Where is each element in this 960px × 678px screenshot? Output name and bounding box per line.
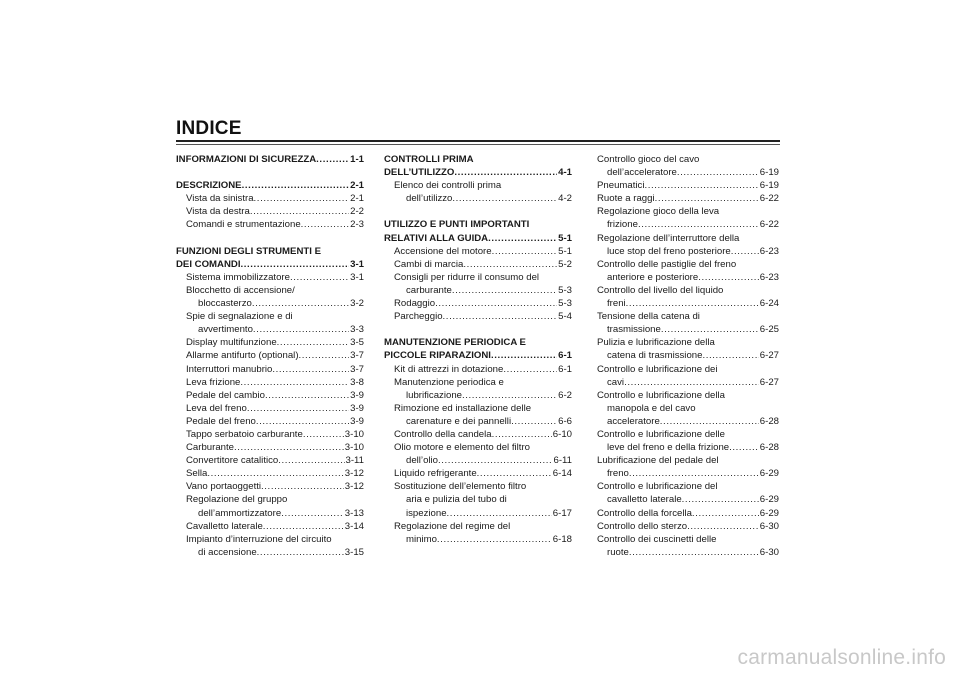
toc-label: Carburante (186, 442, 234, 454)
toc-page: 2-1 (350, 193, 364, 205)
toc-entry-line: Consigli per ridurre il consumo del (394, 271, 540, 283)
toc-label: luce stop del freno posteriore (607, 245, 731, 257)
toc-entry[interactable] (176, 218, 364, 231)
toc-label: Comandi e strumentazione (186, 219, 301, 231)
toc-page: 3-3 (350, 324, 364, 336)
toc-entry-line: Controllo e lubrificazione della (597, 389, 725, 401)
toc-label: trasmissione (607, 324, 661, 336)
toc-label: cavalletto laterale (607, 494, 682, 506)
toc-page: 6-22 (759, 219, 779, 231)
toc-column-3 (597, 153, 779, 559)
toc-page: 6-29 (759, 507, 779, 519)
toc-page: 3-2 (350, 298, 364, 310)
toc-page: 2-1 (350, 180, 364, 192)
toc-label: catena di trasmissione (607, 350, 703, 362)
toc-page: 3-7 (350, 350, 364, 362)
toc-section-heading: FUNZIONI DEGLI STRUMENTI E (176, 245, 321, 257)
toc-column-1 (176, 153, 364, 559)
toc-label: Tappo serbatoio carburante (186, 428, 303, 440)
toc-label: Sella (186, 468, 208, 480)
toc-entry[interactable] (176, 428, 364, 441)
toc-page: 3-7 (350, 363, 364, 375)
toc-page: 3-12 (344, 468, 364, 480)
toc-label: Controllo della forcella (597, 507, 692, 519)
toc-page: 3-9 (350, 389, 364, 401)
toc-entry[interactable] (384, 363, 572, 376)
toc-page: 5-1 (558, 245, 572, 257)
toc-entry-section[interactable] (176, 179, 364, 192)
toc-page: 6-24 (759, 298, 779, 310)
toc-entry[interactable] (176, 205, 364, 218)
toc-entry[interactable] (384, 258, 572, 271)
toc-page: 6-10 (552, 428, 572, 440)
toc-entry[interactable] (176, 389, 364, 402)
toc-label: Interruttori manubrio (186, 363, 273, 375)
toc-label: Ruote a raggi (597, 193, 655, 205)
toc-entry[interactable] (597, 520, 779, 533)
toc-page: 6-30 (759, 546, 779, 558)
toc-page: 3-13 (344, 507, 364, 519)
toc-page: 6-1 (558, 363, 572, 375)
toc-page: 3-11 (345, 455, 364, 467)
toc-label: dell’ammortizzatore (198, 507, 282, 519)
toc-entry[interactable] (384, 467, 572, 480)
toc-entry-line: Spie di segnalazione e di (186, 311, 293, 323)
toc-page: 3-9 (350, 402, 364, 414)
toc-page: 6-19 (759, 167, 779, 179)
toc-label: RELATIVI ALLA GUIDA (384, 232, 489, 244)
toc-entry-line: Regolazione dell’interruttore della (597, 232, 740, 244)
toc-entry[interactable] (176, 349, 364, 362)
toc-page: 6-18 (552, 533, 572, 545)
toc-page: 1-1 (350, 154, 364, 165)
toc-page: 6-28 (759, 415, 779, 427)
toc-label: frizione (607, 219, 638, 231)
toc-label: Parcheggio (394, 311, 443, 323)
watermark-text: carmanualsonline.info (737, 646, 946, 669)
page-title: INDICE (176, 118, 242, 139)
toc-section-heading: CONTROLLI PRIMA (384, 154, 474, 165)
toc-page: 3-15 (344, 546, 364, 558)
toc-entry-section[interactable] (384, 232, 572, 245)
toc-entry[interactable] (176, 507, 364, 520)
toc-entry-line: Pulizia e lubrificazione della (597, 337, 715, 349)
toc-label: Controllo della candela (394, 428, 492, 440)
toc-entry[interactable] (384, 389, 572, 402)
toc-page: 5-2 (558, 258, 572, 270)
toc-entry[interactable] (597, 376, 779, 389)
toc-entry-line: Tensione della catena di (597, 311, 700, 323)
toc-page: 6-17 (552, 507, 572, 519)
toc-label: ispezione (406, 507, 447, 519)
toc-entry-line: Elenco dei controlli prima (394, 180, 502, 192)
toc-entry[interactable] (176, 546, 364, 559)
toc-entry[interactable] (597, 493, 779, 506)
toc-page: 2-2 (350, 206, 364, 218)
toc-page: 5-3 (558, 284, 572, 296)
toc-label: Accensione del motore (394, 245, 492, 257)
toc-label: Pedale del cambio (186, 389, 265, 401)
toc-page: 3-10 (344, 442, 364, 454)
toc-column-2 (384, 153, 572, 546)
toc-entry[interactable] (176, 323, 364, 336)
toc-entry[interactable] (176, 402, 364, 415)
toc-entry[interactable] (384, 310, 572, 323)
toc-page: 5-4 (558, 311, 572, 323)
toc-page: 3-8 (350, 376, 364, 388)
toc-label: Cambi di marcia (394, 258, 464, 270)
toc-label: DELL’UTILIZZO (384, 167, 455, 179)
toc-page: 3-5 (350, 337, 364, 349)
toc-entry[interactable] (597, 415, 779, 428)
toc-label: anteriore e posteriore (607, 271, 699, 283)
toc-page: 6-23 (759, 245, 779, 257)
toc-label: Kit di attrezzi in dotazione (394, 363, 504, 375)
toc-page: 6-6 (558, 415, 572, 427)
toc-page: 3-1 (350, 271, 364, 283)
toc-page: 6-23 (759, 271, 779, 283)
toc-section-heading: MANUTENZIONE PERIODICA E (384, 337, 526, 349)
toc-label: INFORMAZIONI DI SICUREZZA (176, 154, 317, 165)
toc-label: DEI COMANDI (176, 258, 241, 270)
toc-page: 6-27 (759, 350, 779, 362)
toc-entry[interactable] (597, 349, 779, 362)
toc-entry[interactable] (176, 467, 364, 480)
toc-label: Display multifunzione (186, 337, 277, 349)
toc-entry-section[interactable] (384, 166, 572, 179)
toc-label: carburante (406, 284, 452, 296)
toc-entry[interactable] (597, 179, 779, 192)
title-rule-thin (176, 144, 780, 145)
toc-label: Vano portaoggetti (186, 481, 262, 493)
toc-entry-line: Controllo gioco del cavo (597, 154, 700, 165)
toc-page: 6-2 (558, 389, 572, 401)
toc-entry-line: Controllo delle pastiglie del freno (597, 258, 737, 270)
toc-page: 6-25 (759, 324, 779, 336)
toc-entry[interactable] (597, 245, 779, 258)
toc-entry-line: Lubrificazione del pedale del (597, 455, 719, 467)
toc-entry[interactable] (384, 284, 572, 297)
toc-entry-section[interactable] (176, 258, 364, 271)
toc-entry[interactable] (597, 271, 779, 284)
toc-page: 6-28 (759, 442, 779, 454)
toc-page: 5-3 (558, 298, 572, 310)
toc-entry-section[interactable] (176, 153, 364, 166)
toc-entry-line: Impianto d’interruzione del circuito (186, 533, 332, 545)
toc-page: 3-10 (344, 428, 364, 440)
toc-page: 6-1 (558, 350, 572, 362)
toc-entry[interactable] (176, 520, 364, 533)
toc-label: di accensione (198, 546, 257, 558)
toc-label: Pedale del freno (186, 415, 256, 427)
toc-label: PICCOLE RIPARAZIONI (384, 350, 491, 362)
toc-entry-line: aria e pulizia del tubo di (406, 494, 507, 506)
toc-page: 3-9 (350, 415, 364, 427)
toc-label: DESCRIZIONE (176, 180, 242, 192)
toc-entry[interactable] (597, 467, 779, 480)
toc-label: carenature e dei pannelli (406, 415, 512, 427)
toc-label: dell’utilizzo (406, 193, 453, 205)
toc-entry[interactable] (384, 245, 572, 258)
toc-entry[interactable] (176, 297, 364, 310)
toc-label: ruote (607, 546, 629, 558)
toc-entry-line: Regolazione del regime del (394, 520, 511, 532)
toc-entry-line: Controllo e lubrificazione del (597, 481, 718, 493)
toc-entry[interactable] (176, 376, 364, 389)
toc-label: Leva del freno (186, 402, 247, 414)
toc-entry[interactable] (384, 415, 572, 428)
toc-entry[interactable] (597, 323, 779, 336)
toc-entry[interactable] (176, 480, 364, 493)
toc-label: Allarme antifurto (optional) (186, 350, 299, 362)
toc-entry[interactable] (384, 428, 572, 441)
toc-entry[interactable] (597, 192, 779, 205)
toc-label: freni (607, 298, 626, 310)
toc-entry-line: Manutenzione periodica e (394, 376, 504, 388)
toc-label: Leva frizione (186, 376, 241, 388)
toc-entry-line: Controllo del livello del liquido (597, 284, 724, 296)
toc-label: Vista da destra (186, 206, 250, 218)
toc-label: dell’olio (406, 455, 438, 467)
toc-entry[interactable] (384, 533, 572, 546)
toc-entry[interactable] (384, 297, 572, 310)
toc-page: 4-1 (558, 167, 572, 179)
toc-label: avvertimento (198, 324, 253, 336)
toc-entry[interactable] (176, 454, 364, 467)
toc-entry[interactable] (597, 297, 779, 310)
toc-entry-line: Controllo e lubrificazione dei (597, 363, 718, 375)
toc-section-heading: UTILIZZO E PUNTI IMPORTANTI (384, 219, 530, 231)
toc-label: Liquido refrigerante (394, 468, 477, 480)
toc-page: 6-11 (553, 455, 572, 467)
toc-entry[interactable] (384, 507, 572, 520)
toc-label: minimo (406, 533, 437, 545)
toc-entry[interactable] (176, 441, 364, 454)
toc-label: bloccasterzo (198, 298, 252, 310)
toc-entry[interactable] (176, 271, 364, 284)
toc-entry-line: manopola e del cavo (607, 402, 696, 414)
toc-label: leve del freno e della frizione (607, 442, 730, 454)
toc-entry[interactable] (176, 192, 364, 205)
toc-entry[interactable] (597, 441, 779, 454)
toc-entry[interactable] (176, 415, 364, 428)
toc-page: 6-29 (759, 494, 779, 506)
toc-entry[interactable] (384, 192, 572, 205)
toc-entry[interactable] (597, 546, 779, 559)
toc-label: Rodaggio (394, 298, 436, 310)
toc-page: 3-1 (350, 258, 364, 270)
toc-entry-line: Controllo e lubrificazione delle (597, 428, 725, 440)
toc-label: Cavalletto laterale (186, 520, 263, 532)
toc-entry-line: Rimozione ed installazione delle (394, 402, 532, 414)
toc-page: 6-14 (552, 468, 572, 480)
toc-label: Pneumatici (597, 180, 645, 192)
toc-label: acceleratore (607, 415, 660, 427)
toc-page: 6-29 (759, 468, 779, 480)
toc-label: Sistema immobilizzatore (186, 271, 290, 283)
toc-page: 2-3 (350, 219, 364, 231)
toc-page: 6-19 (759, 180, 779, 192)
toc-label: dell’acceleratore (607, 167, 677, 179)
title-rule-thick (176, 140, 780, 142)
toc-entry-line: Blocchetto di accensione/ (186, 284, 295, 296)
toc-entry-section[interactable] (384, 349, 572, 362)
toc-entry[interactable] (176, 336, 364, 349)
toc-page: 6-22 (759, 193, 779, 205)
toc-page: 6-27 (759, 376, 779, 388)
toc-entry-line: Sostituzione dell’elemento filtro (394, 481, 527, 493)
toc-label: Convertitore catalitico (186, 455, 279, 467)
toc-entry-line: Controllo dei cuscinetti delle (597, 533, 717, 545)
toc-label: Controllo dello sterzo (597, 520, 688, 532)
toc-page: 3-14 (344, 520, 364, 532)
toc-page: 4-2 (558, 193, 572, 205)
toc-entry[interactable] (597, 507, 779, 520)
toc-entry-line: Regolazione del gruppo (186, 494, 288, 506)
toc-label: lubrificazione (406, 389, 462, 401)
toc-entry[interactable] (597, 218, 779, 231)
toc-page: 6-30 (759, 520, 779, 532)
toc-entry[interactable] (176, 363, 364, 376)
toc-page: 5-1 (558, 232, 572, 244)
toc-entry-line: Olio motore e elemento del filtro (394, 442, 530, 454)
toc-page: 3-12 (344, 481, 364, 493)
toc-entry[interactable] (384, 454, 572, 467)
toc-entry[interactable] (597, 166, 779, 179)
toc-label: freno (607, 468, 629, 480)
toc-label: cavi (607, 376, 625, 388)
toc-entry-line: Regolazione gioco della leva (597, 206, 720, 218)
toc-label: Vista da sinistra (186, 193, 254, 205)
